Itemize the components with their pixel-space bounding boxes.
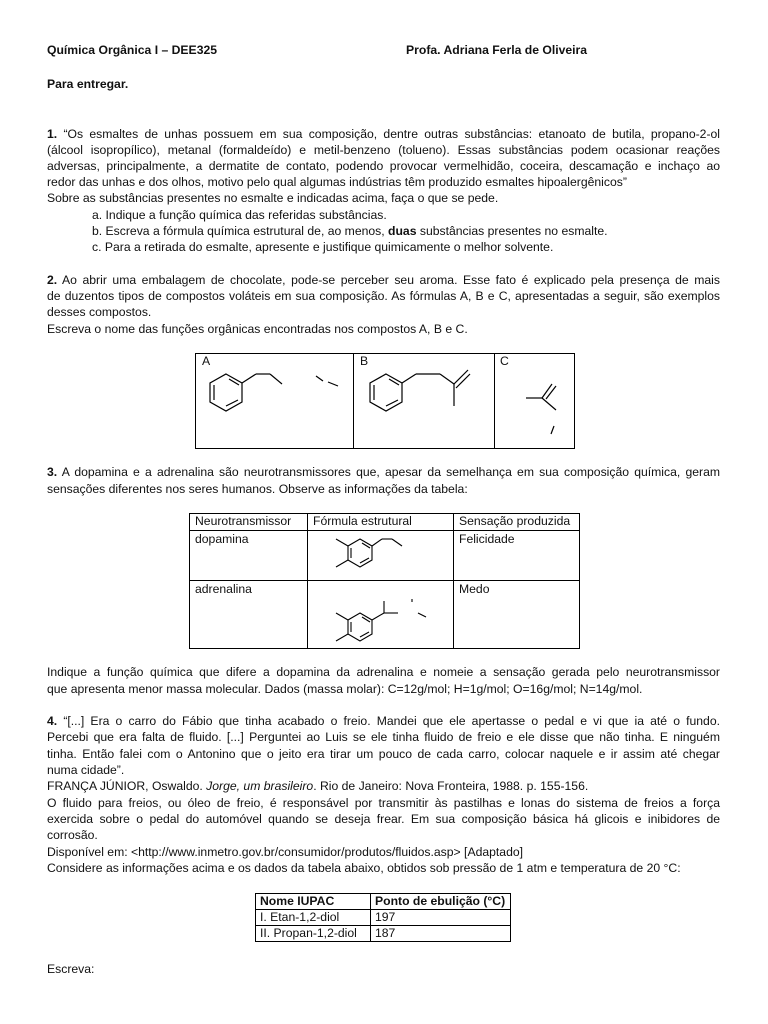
q1-line5: Sobre as substâncias presentes no esmalte e indicadas acima, faça o que se pede. [47, 191, 499, 205]
teacher-name: Profa. Adriana Ferla de Oliveira [406, 43, 588, 57]
q2-line2: de duzentos tipos de compostos voláteis em sua composição. As fórmulas A, B e C, apresentadas a seguir, são exemplos [47, 289, 720, 303]
col-formula: Fórmula estrutural [313, 514, 412, 528]
q1-item-b: b. Escreva a fórmula química estrutural de, ao menos, duas substâncias presentes no esmalte. [92, 224, 608, 238]
q4-line2: Percebi que era falta de fluido. [...] Perguntei ao Luis se ele tinha fluido de freio e ele disse que não tinha. E ninguém [47, 730, 720, 744]
q4-footer: Escreva: [47, 962, 95, 976]
table-row [256, 926, 511, 942]
col-neurotransmitter: Neurotransmissor [195, 514, 292, 528]
table-row [256, 910, 511, 926]
q4-line6: exercida sobre o pedal do automóvel quando se deseja frear. Em sua composição básica há glicois e inibidores de [47, 812, 720, 826]
row-dopamine-sensation: Felicidade [459, 532, 515, 546]
q1-line3: adversas, principalmente, a dermatite de contato, podendo provocar vermelhidão, coceira, descamação e inchaço ao [47, 159, 720, 173]
q1-line2: (álcool isopropílico), metanal (formaldeído) e metil-benzeno (tolueno). Essas substâncias podem ocasionar reações [47, 143, 720, 157]
row2-bp: 187 [371, 926, 511, 942]
col-boiling-point: Ponto de ebulição (°C) [371, 894, 511, 910]
q4-boiling-table [255, 893, 511, 942]
q4-reference: FRANÇA JÚNIOR, Oswaldo. Jorge, um brasileiro. Rio de Janeiro: Nova Fronteira, 1988. p. 155-156. [47, 779, 589, 793]
header [47, 42, 720, 58]
label-c: C [500, 354, 509, 368]
structures-drawing [196, 354, 574, 448]
q1-item-a: a. Indique a função química das referidas substâncias. [92, 208, 387, 222]
q4-line4: numa cidade”. [47, 763, 125, 777]
q4-line5: O fluido para freios, ou óleo de freio, é responsável por transmitir às pastilhas e lonas do sistema de freios a força [47, 796, 720, 810]
q1-line1: 1. “Os esmaltes de unhas possuem em sua composição, dentre outras substâncias: etanoato de butila, propano-2-ol [47, 127, 720, 141]
q3-neuro-table [189, 513, 580, 649]
row-dopamine-name: dopamina [195, 532, 249, 546]
structure-a [210, 374, 338, 411]
col-iupac: Nome IUPAC [256, 894, 371, 910]
q4-line7: corrosão. [47, 828, 98, 842]
q3-after1: Indique a função química que difere a dopamina da adrenalina e nomeie a sensação gerada pelo neurotransmissor [47, 665, 720, 679]
q2-line3: desses compostos. [47, 305, 152, 319]
dopamine-structure [336, 539, 402, 567]
q4-line9: Considere as informações acima e os dados da tabela abaixo, obtidos sob pressão de 1 atm e temperatura de 20 °C: [47, 861, 681, 875]
row1-bp: 197 [371, 910, 511, 926]
label-a: A [202, 354, 211, 368]
q3-line1: 3. A dopamina e a adrenalina são neurotransmissores que, apesar da semelhança em sua composição química, geram [47, 465, 720, 479]
course-title: Química Orgânica I – DEE325 [47, 43, 218, 57]
q4-source: Disponível em: <http://www.inmetro.gov.br/consumidor/produtos/fluidos.asp> [Adaptado] [47, 845, 524, 859]
q3-line2: sensações diferentes nos seres humanos. Observe as informações da tabela: [47, 482, 468, 496]
row2-name: II. Propan-1,2-diol [256, 926, 371, 942]
q2-structures-table [195, 353, 575, 449]
row1-name: I. Etan-1,2-diol [256, 910, 371, 926]
structure-b [370, 370, 470, 411]
q4-line1: 4. “[...] Era o carro do Fábio que tinha acabado o freio. Mandei que ele apertasse o pedal e vi que ia até o fundo. [47, 714, 720, 728]
row-adrenaline-name: adrenalina [195, 582, 252, 596]
neuro-structures [308, 531, 453, 648]
q1-line4: redor das unhas e dos olhos, motivo pelo qual algumas indústrias têm produzido esmaltes hipoalergênicos” [47, 175, 627, 189]
q3-after2: que apresenta menor massa molecular. Dados (massa molar): C=12g/mol; H=1g/mol; O=16g/mol; N=14g/mol. [47, 682, 643, 696]
row-adrenaline-sensation: Medo [459, 582, 490, 596]
q2-line1: 2. Ao abrir uma embalagem de chocolate, pode-se perceber seu aroma. Esse fato é explicado pela presença de mais [47, 273, 720, 287]
q4-line3: tinha. Então falei com o Antonino que o jeito era tirar um pouco de cada carro, colocar naquele e ir assim até chegar [47, 747, 720, 761]
label-b: B [360, 354, 369, 368]
col-sensation: Sensação produzida [459, 514, 571, 528]
adrenaline-structure [336, 599, 426, 641]
structure-c [526, 384, 556, 434]
q2-line4: Escreva o nome das funções orgânicas encontradas nos compostos A, B e C. [47, 322, 468, 336]
subtitle: Para entregar. [47, 77, 129, 91]
q1-item-c: c. Para a retirada do esmalte, apresente e justifique quimicamente o melhor solvente. [92, 240, 554, 254]
